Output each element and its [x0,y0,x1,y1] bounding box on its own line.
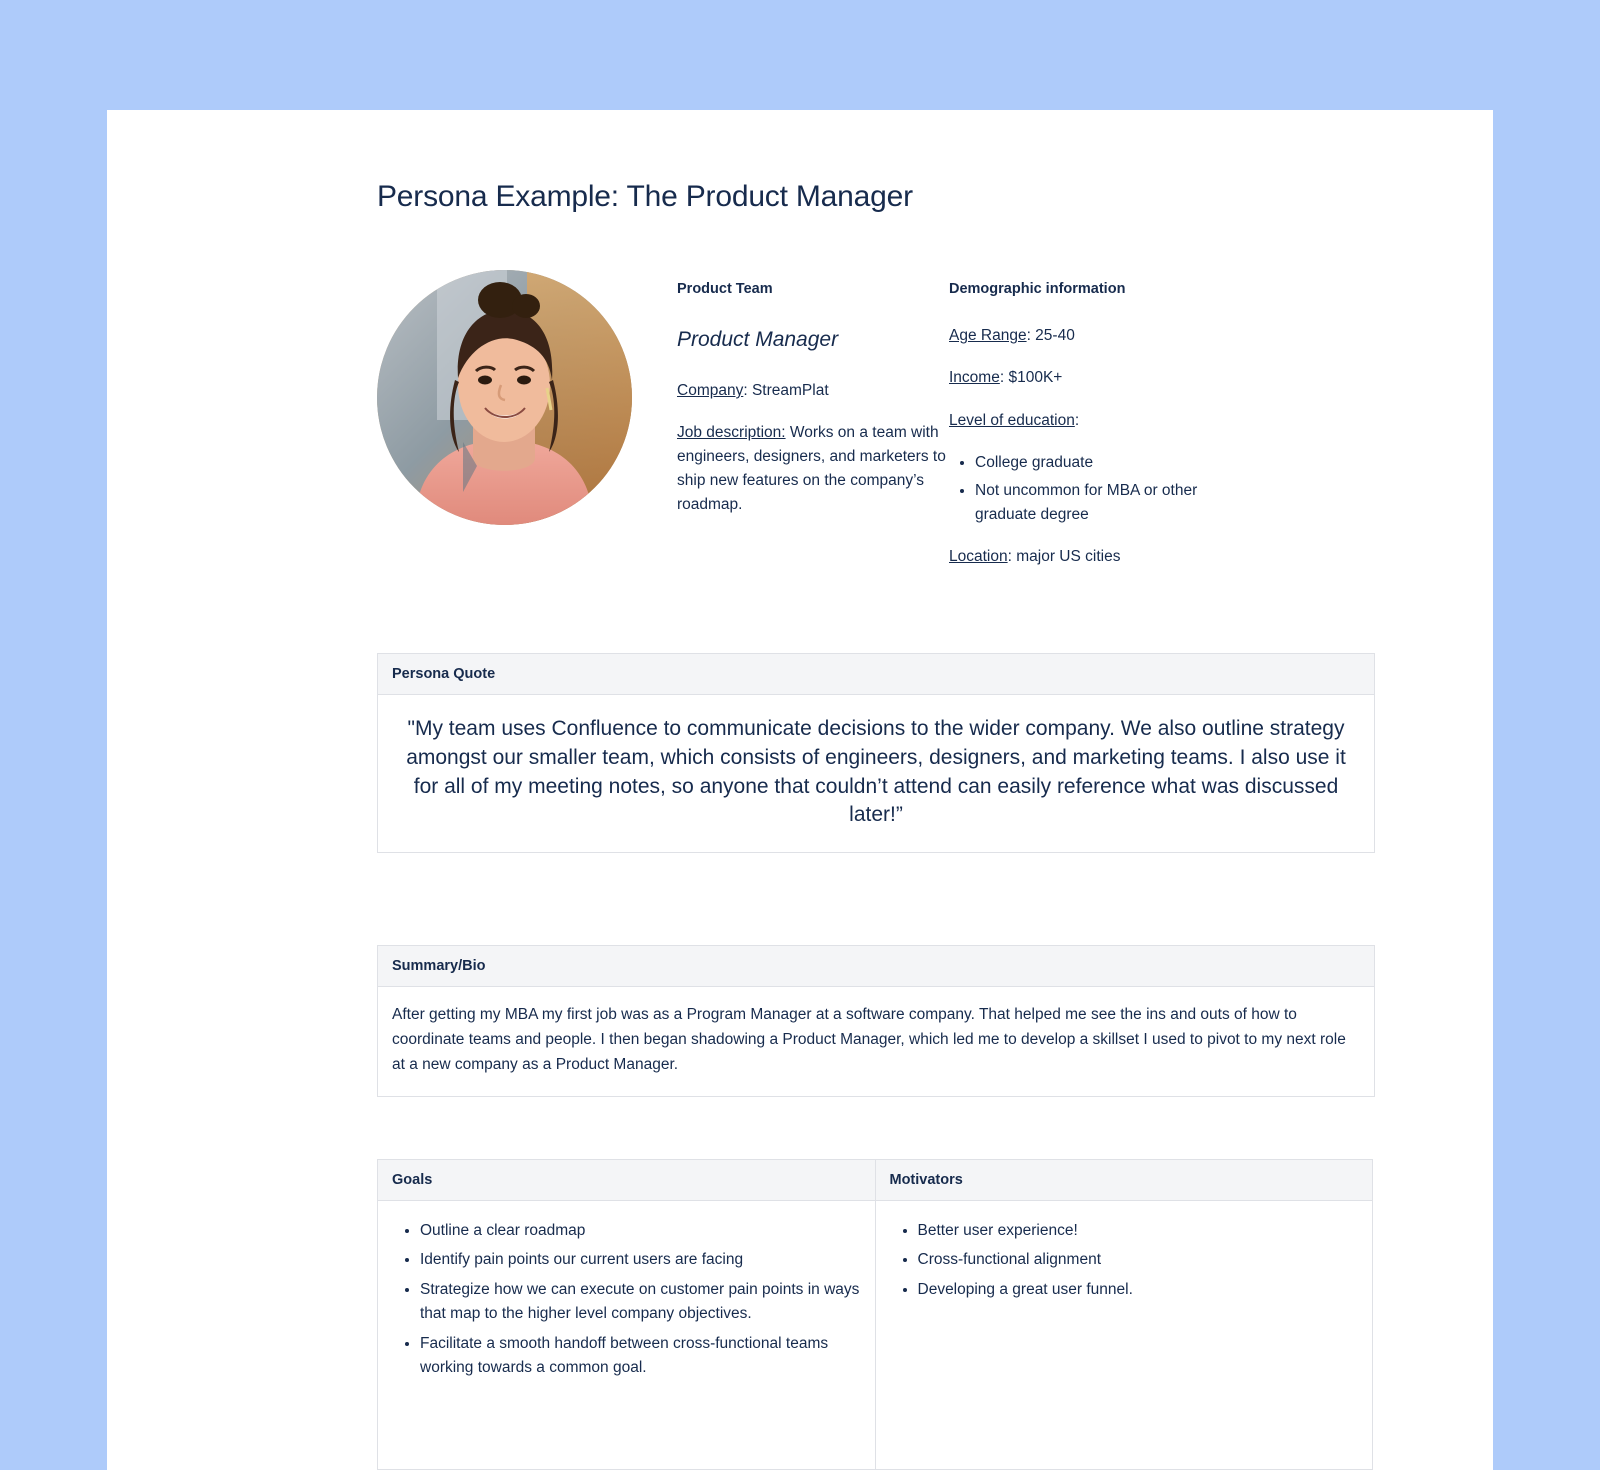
list-item: • Not uncommon for MBA or other graduate degree [975,479,1249,527]
income-line [949,366,1249,390]
page-title: Persona Example: The Product Manager [377,180,913,213]
goals-cell [378,1200,876,1469]
table-row [378,1200,1373,1469]
income-label: Income [949,369,1000,387]
age-range-value: : 25-40 [1026,327,1075,345]
list-item: • Facilitate a smooth handoff between cross-functional teams working towards a common goal. [420,1332,861,1381]
income-value: : $100K+ [999,369,1063,387]
document-page [107,110,1493,1470]
persona-quote-panel [377,653,1375,854]
demographic-heading: Demographic information [949,281,1126,297]
motivators-list [890,1219,1359,1302]
list-item: • Better user experience! [918,1219,1359,1243]
persona-quote-text: "My team uses Confluence to communicate decisions to the wider company. We also outline strategy amongst our smaller team, which consists of engineers, designers, and marketing teams. I also use it for all of my meeting notes, so anyone that couldn’t attend can easily reference what was discussed later!” [406,716,1346,827]
summary-bio-text: After getting my MBA my first job was as a Program Manager at a software company. That helped me see the ins and outs of how to coordinate teams and people. I then began shadowing a Product Manager, which led me to develop a skillset I used to pivot to my next role at a new company as a Product Manager. [392,1006,1346,1074]
summary-bio-panel [377,945,1375,1096]
portrait-image [377,270,632,525]
goals-list [392,1219,861,1381]
table-header-row [378,1159,1373,1200]
avatar [377,270,632,525]
list-item: • College graduate [975,451,1249,475]
goals-header: Goals [378,1159,876,1200]
job-description-line [677,421,949,517]
demographic-column [949,270,1249,587]
education-label: Level of education [949,411,1075,429]
company-line [677,379,949,403]
summary-bio-header: Summary/Bio [378,946,1374,987]
avatar-column [377,270,677,525]
education-line [949,409,1249,433]
product-team-heading: Product Team [677,281,773,297]
list-item: • Strategize how we can execute on customer pain points in ways that map to the higher level company objectives. [420,1278,861,1327]
list-item: • Identify pain points our current users are facing [420,1248,861,1272]
company-label: Company [677,382,744,400]
education-value: : [1074,411,1080,429]
motivators-cell [875,1200,1373,1469]
list-item: • Developing a great user funnel. [918,1278,1359,1302]
motivators-header: Motivators [875,1159,1373,1200]
location-line [949,545,1249,569]
age-range-label: Age Range [949,327,1027,345]
goals-motivators-table [377,1159,1373,1470]
job-description-label: Job description: [677,424,786,442]
persona-quote-header: Persona Quote [378,654,1374,695]
location-label: Location [949,547,1008,565]
company-value: : StreamPlat [743,382,829,400]
list-item: • Cross-functional alignment [918,1248,1359,1272]
persona-role: Product Manager [677,328,839,352]
document-content [107,110,1493,1470]
job-description-value: Works on a team with engineers, designers, and marketers to ship new features on the company’s roadmap. [677,424,946,514]
profile-section [377,270,1373,587]
age-range-line [949,324,1249,348]
product-team-column [677,270,949,535]
education-list [949,451,1249,527]
location-value: : major US cities [1007,547,1121,565]
list-item: • Outline a clear roadmap [420,1219,861,1243]
